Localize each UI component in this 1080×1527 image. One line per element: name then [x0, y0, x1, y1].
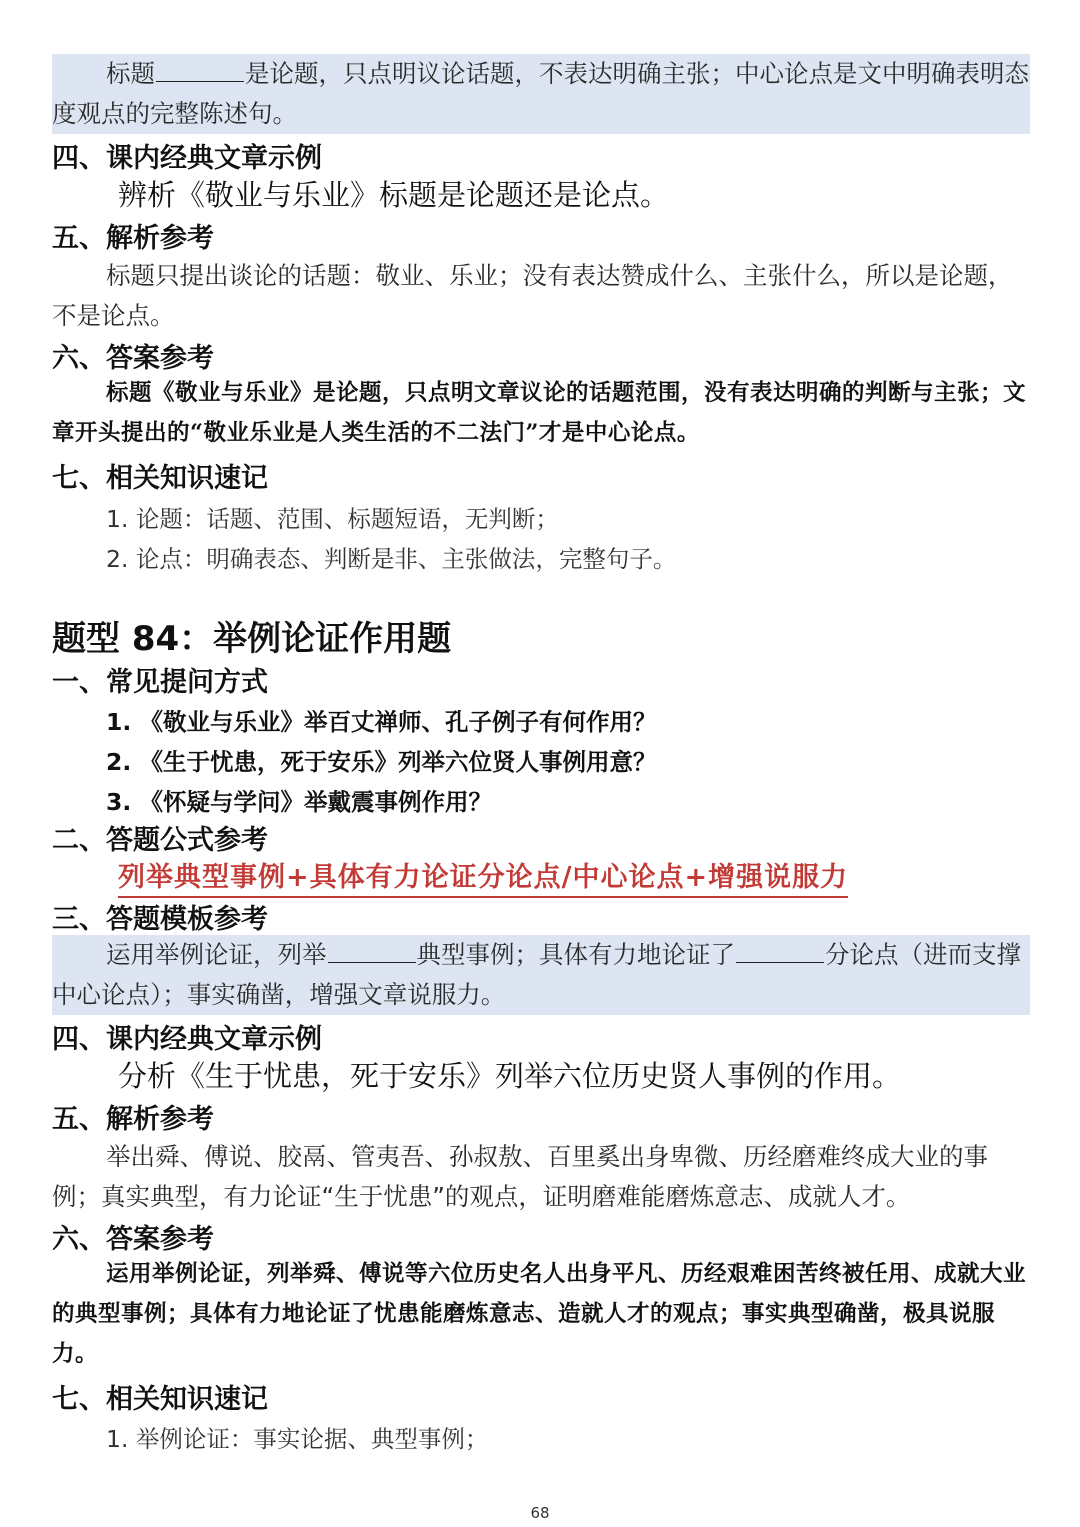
- template-text-3: 分论点（进而支撑中心论点）；事实确凿，增强文章说服力。: [52, 940, 1021, 1009]
- section-heading-5b: 五、解析参考: [52, 1104, 214, 1135]
- classic-example-text: 辨析《敬业与乐业》标题是论题还是论点。: [118, 178, 670, 212]
- section-heading-7: 七、相关知识速记: [52, 463, 268, 494]
- classic-example-text-2: 分析《生于忧患，死于安乐》列举六位历史贤人事例的作用。: [118, 1059, 902, 1093]
- question-item-3: 3. 《怀疑与学问》举戴震事例作用？: [106, 788, 492, 816]
- section-heading-4b: 四、课内经典文章示例: [52, 1024, 322, 1055]
- section-heading-5: 五、解析参考: [52, 223, 214, 254]
- fill-blank: [328, 936, 416, 963]
- question-type-title: 题型 84：举例论证作用题: [52, 619, 452, 659]
- section-heading-3: 三、答题模板参考: [52, 904, 268, 935]
- answer-paragraph-2: 运用举例论证，列举舜、傅说等六位历史名人出身平凡、历经艰难困苦终被任用、成就大业的典型事例；具体有力地论证了忧患能磨炼意志、造就人才的观点；事实典型确凿，极具说服力。: [52, 1261, 1027, 1367]
- template-text-1: 运用举例论证，列举: [106, 940, 327, 969]
- section-heading-7b: 七、相关知识速记: [52, 1384, 268, 1415]
- analysis-paragraph-2: 举出舜、傅说、胶鬲、管夷吾、孙叔敖、百里奚出身卑微、历经磨难终成大业的事例；真实典型，有力论证“生于忧患”的观点，证明磨难能磨炼意志、成就人才。: [52, 1142, 988, 1211]
- page-number: 68: [530, 1504, 550, 1522]
- fill-blank: [736, 936, 824, 963]
- highlight-paragraph: [52, 54, 1030, 134]
- highlight-text-end: 是论题，只点明议论话题，不表达明确主张；中心论点是文中明确表明态度观点的完整陈述句。: [52, 59, 1029, 128]
- highlight-text-start: 标题: [106, 59, 155, 88]
- section-heading-1: 一、常见提问方式: [52, 667, 268, 698]
- answer-paragraph: 标题《敬业与乐业》是论题，只点明文章议论的话题范围，没有表达明确的判断与主张；文章开头提出的“敬业乐业是人类生活的不二法门”才是中心论点。: [52, 380, 1027, 446]
- question-item-2: 2. 《生于忧患，死于安乐》列举六位贤人事例用意？: [106, 748, 657, 776]
- knowledge-item-1: 1. 论题：话题、范围、标题短语，无判断；: [106, 505, 559, 533]
- knowledge-item-2: 2. 论点：明确表态、判断是非、主张做法，完整句子。: [106, 545, 677, 573]
- template-text-2: 典型事例；具体有力地论证了: [416, 940, 735, 969]
- answer-formula: 列举典型事例+具体有力论证分论点/中心论点+增强说服力: [118, 855, 848, 898]
- fill-blank: [156, 55, 244, 82]
- question-item-1: 1. 《敬业与乐业》举百丈禅师、孔子例子有何作用？: [106, 708, 657, 736]
- section-heading-6: 六、答案参考: [52, 343, 214, 374]
- template-paragraph: [52, 935, 1030, 1015]
- section-heading-4: 四、课内经典文章示例: [52, 143, 322, 174]
- section-heading-2: 二、答题公式参考: [52, 825, 268, 856]
- knowledge-item-3: 1. 举例论证：事实论据、典型事例；: [106, 1425, 489, 1453]
- analysis-paragraph: 标题只提出谈论的话题：敬业、乐业；没有表达赞成什么、主张什么，所以是论题，不是论点。: [52, 261, 1013, 330]
- section-heading-6b: 六、答案参考: [52, 1224, 214, 1255]
